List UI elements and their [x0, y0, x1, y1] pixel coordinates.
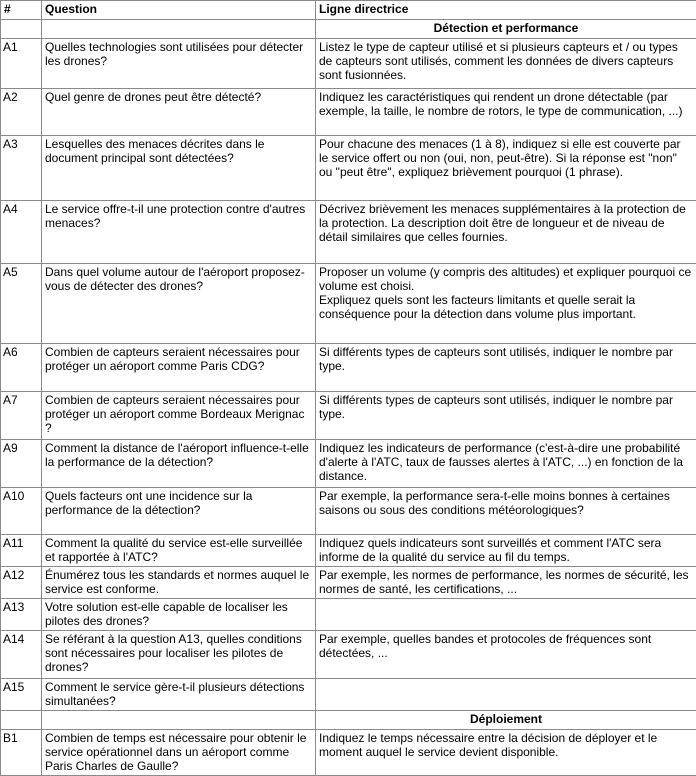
row-id: A15	[1, 679, 42, 711]
row-question: Énumérez tous les standards et normes auquel le service est conforme.	[42, 567, 316, 599]
row-question: Le service offre-t-il une protection contre d'autres menaces?	[42, 201, 316, 264]
table-row	[1, 599, 696, 631]
row-id: A4	[1, 201, 42, 264]
row-id: A6	[1, 344, 42, 392]
table-row	[1, 89, 696, 136]
table-row	[1, 392, 696, 440]
row-guideline	[316, 679, 696, 711]
section-title: Détection et performance	[316, 20, 696, 39]
row-question: Comment le service gère-t-il plusieurs détections simultanées?	[42, 679, 316, 711]
header-number: #	[1, 1, 42, 20]
guideline-text: Si différents types de capteurs sont utilisés, indiquer le nombre par type.	[319, 393, 693, 421]
guideline-text: Par exemple, la performance sera-t-elle moins bonnes à certaines saisons ou sous des conditions météorologiques?	[319, 489, 693, 517]
table-row	[1, 535, 696, 567]
section-row	[1, 711, 696, 730]
row-question: Votre solution est-elle capable de localiser les pilotes des drones?	[42, 599, 316, 631]
row-id: A11	[1, 535, 42, 567]
row-question: Comment la qualité du service est-elle surveillée et rapportée à l'ATC?	[42, 535, 316, 567]
table-row	[1, 201, 696, 264]
section-row	[1, 20, 696, 39]
row-guideline	[316, 599, 696, 631]
header-row	[1, 1, 696, 20]
row-id: A10	[1, 488, 42, 535]
guideline-text: Expliquez quels sont les facteurs limitants et quelle serait la conséquence pour la détection dans volume plus important.	[319, 293, 693, 321]
row-guideline	[316, 631, 696, 679]
table-row	[1, 344, 696, 392]
row-id: A14	[1, 631, 42, 679]
row-id: A7	[1, 392, 42, 440]
guideline-text: Si différents types de capteurs sont utilisés, indiquer le nombre par type.	[319, 345, 693, 373]
row-question: Quelles technologies sont utilisées pour détecter les drones?	[42, 39, 316, 89]
row-guideline	[316, 535, 696, 567]
section-title: Déploiement	[316, 711, 696, 730]
guideline-text: Pour chacune des menaces (1 à 8), indiquez si elle est couverte par le service offert ou non (oui, non, peut-être). Si la réponse est "non" ou "peut être", expliquez brièvement pourquoi (1 phrase).	[319, 137, 693, 179]
guideline-text: Décrivez brièvement les menaces supplémentaires à la protection de la protection. La description doit être de longueur et de niveau de détail similaires que celles fournies.	[319, 202, 693, 244]
table-row	[1, 567, 696, 599]
guideline-text: Indiquez les caractéristiques qui rendent un drone détectable (par exemple, la taille, le nombre de rotors, le type de communication, ...)	[319, 90, 693, 118]
row-id: A13	[1, 599, 42, 631]
row-guideline	[316, 488, 696, 535]
row-question: Combien de capteurs seraient nécessaires pour protéger un aéroport comme Bordeaux Merignac ?	[42, 392, 316, 440]
row-id: A9	[1, 440, 42, 488]
row-guideline	[316, 264, 696, 344]
row-guideline	[316, 392, 696, 440]
guideline-text: Par exemple, quelles bandes et protocoles de fréquences sont détectées, ...	[319, 632, 693, 660]
row-question: Quel genre de drones peut être détecté?	[42, 89, 316, 136]
table-row	[1, 264, 696, 344]
row-guideline	[316, 730, 696, 776]
guideline-text: Indiquez quels indicateurs sont surveillés et comment l'ATC sera informe de la qualité du service au fil du temps.	[319, 536, 693, 564]
row-question: Quels facteurs ont une incidence sur la performance de la détection?	[42, 488, 316, 535]
table-row	[1, 39, 696, 89]
table-row	[1, 730, 696, 776]
row-id: A3	[1, 136, 42, 201]
table-row	[1, 631, 696, 679]
row-question: Se référant à la question A13, quelles conditions sont nécessaires pour localiser les pilotes de drones?	[42, 631, 316, 679]
guideline-text: Proposer un volume (y compris des altitudes) et expliquer pourquoi ce volume est choisi.	[319, 265, 693, 293]
row-guideline	[316, 344, 696, 392]
row-guideline	[316, 440, 696, 488]
row-question: Combien de capteurs seraient nécessaires pour protéger un aéroport comme Paris CDG?	[42, 344, 316, 392]
row-id: A2	[1, 89, 42, 136]
guideline-text: Indiquez le temps nécessaire entre la décision de déployer et le moment auquel le service devient disponible.	[319, 731, 693, 759]
header-guideline: Ligne directrice	[316, 1, 696, 20]
row-guideline	[316, 201, 696, 264]
header-question: Question	[42, 1, 316, 20]
table-row	[1, 488, 696, 535]
row-question: Lesquelles des menaces décrites dans le document principal sont détectées?	[42, 136, 316, 201]
table-row	[1, 440, 696, 488]
row-id: A5	[1, 264, 42, 344]
row-guideline	[316, 39, 696, 89]
guideline-text: Indiquez les indicateurs de performance (c'est-à-dire une probabilité d'alerte à l'ATC, taux de fausses alertes à l'ATC, ...) en fonction de la distance.	[319, 441, 693, 483]
row-guideline	[316, 89, 696, 136]
row-question: Dans quel volume autour de l'aéroport proposez-vous de détecter des drones?	[42, 264, 316, 344]
row-guideline	[316, 136, 696, 201]
row-guideline	[316, 567, 696, 599]
row-question: Comment la distance de l'aéroport influence-t-elle la performance de la détection?	[42, 440, 316, 488]
row-id: B1	[1, 730, 42, 776]
row-question: Combien de temps est nécessaire pour obtenir le service opérationnel dans un aéroport comme Paris Charles de Gaulle?	[42, 730, 316, 776]
table-row	[1, 136, 696, 201]
guideline-text: Listez le type de capteur utilisé et si plusieurs capteurs et / ou types de capteurs sont utilisés, comment les données de divers capteurs sont fusionnées.	[319, 40, 693, 82]
row-id: A12	[1, 567, 42, 599]
guideline-text: Par exemple, les normes de performance, les normes de sécurité, les normes de santé, les certifications, ...	[319, 568, 693, 596]
table-row	[1, 679, 696, 711]
row-id: A1	[1, 39, 42, 89]
